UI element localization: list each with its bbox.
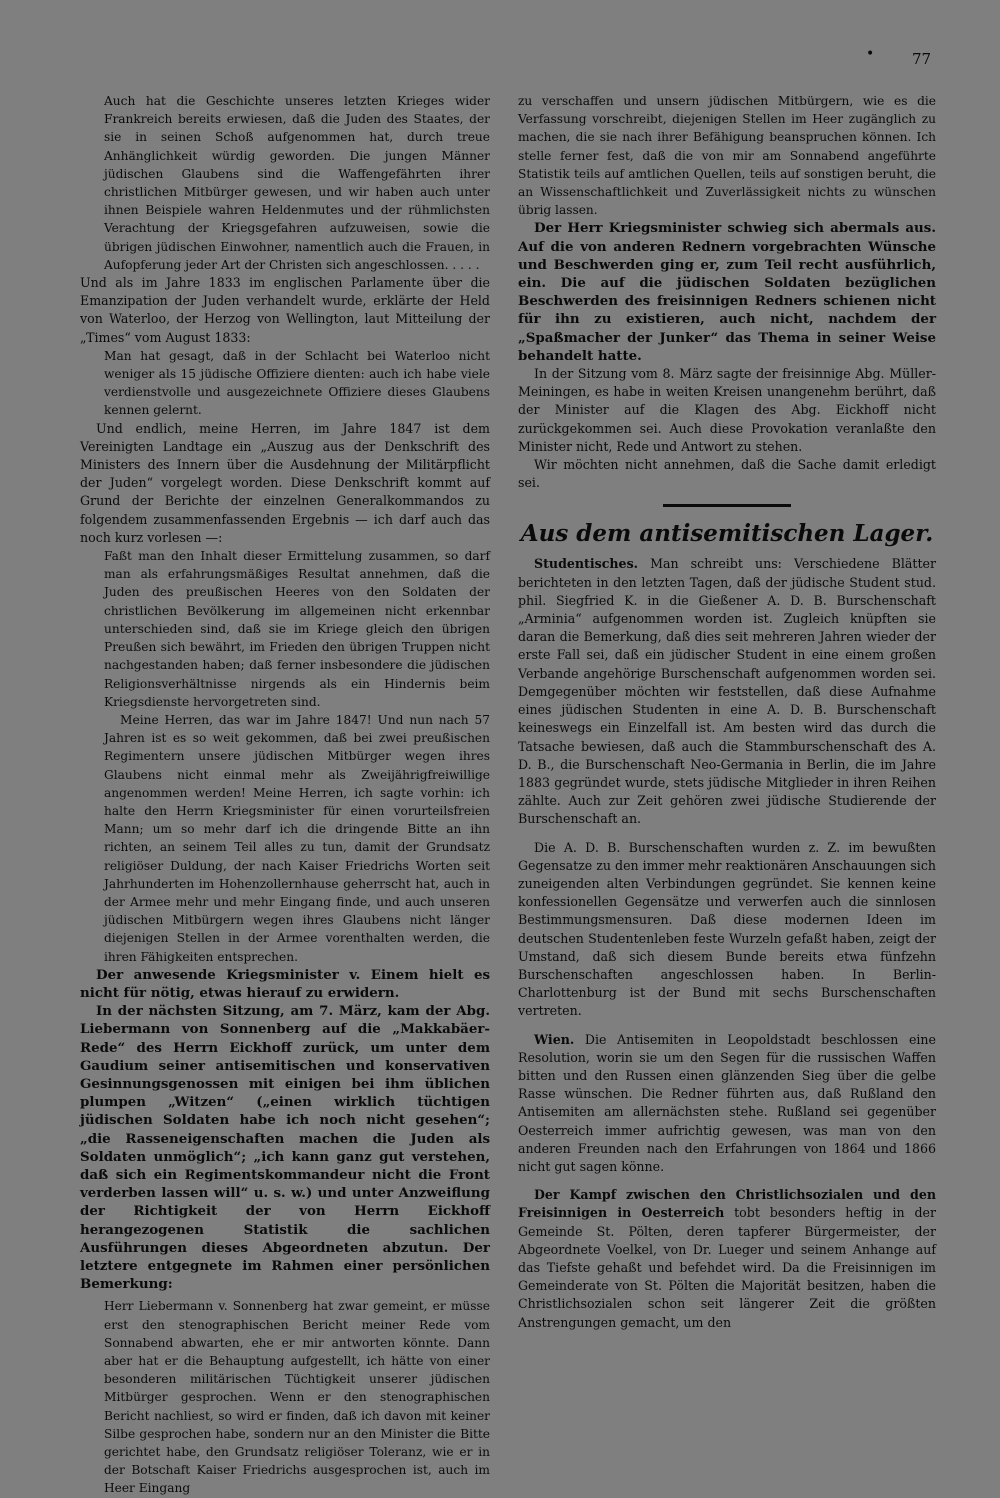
left-quote-denkschrift: Faßt man den Inhalt dieser Ermittelung zusammen, so darf man als erfahrungsmäßiges Resultat annehmen, daß die Juden des preußischen Heeres von den Soldaten der christlichen Bevölkerung im allgemeinen nicht erkennbar unterschieden sind, daß sie im Kriege gleich den übrigen Preußen sich bewährt, im Frieden den übrigen Truppen nicht nachgestanden haben; daß ferner insbesondere die jüdischen Religionsverhältnisse nirgends als ein Hindernis beim Kriegsdienste hervorgetreten sind.	[104, 549, 490, 709]
left-paragraph-meine-herren: Meine Herren, das war im Jahre 1847! Und nun nach 57 Jahren ist es so weit gekommen, daß bei zwei preußischen Regimentern unsere jüdischen Mitbürger wegen ihres Glaubens nicht einmal mehr als Zweijährigfreiwillige angenommen werden! Meine Herren, ich sagte vorhin: ich halte den Herrn Kriegsminister für einen vorurteilsfreien Mann; um so mehr darf ich die dringende Bitte an ihn richten, an seinem Teil alles zu tun, damit der Grundsatz religiöser Duldung, der nach Kaiser Friedrichs Worten seit Jahrhunderten im Hohenzollernhause geherrscht hat, auch in der Armee mehr und mehr Eingang finde, und auch unseren jüdischen Mitbürgern wegen ihres Glaubens nicht länger diejenigen Stellen in der Armee vorenthalten werden, die ihren Fähigkeiten entsprechen.	[104, 712, 490, 964]
text-kampf: tobt besonders heftig in der Gemeinde St. Pölten, deren tapferer Bürgermeister, der Abgeordnete Voelkel, von Dr. Lueger und seinem Anhange auf das Tiefste gehaßt und befehdet wird. Da die Freisinnigen im Gemeinderate von St. Pölten die Majorität besitzen, haben die Christlichsozialen schon seit längerer Zeit die größten Anstrengungen gemacht, um den	[518, 1205, 936, 1330]
left-paragraph-1847: Und endlich, meine Herren, im Jahre 1847 ist dem Vereinigten Landtage ein „Auszug aus der Denkschrift des Ministers des Innern über die Ausdehnung der Militärpflicht der Juden“ vorgelegt worden. Diese Denkschrift kommt auf Grund der Berichte der einzelnen Generalkommandos zu folgendem zusammenfassenden Ergebnis — ich darf auch das noch kurz vorlesen —:	[80, 420, 490, 545]
section-title: Aus dem antisemitischen Lager.	[520, 520, 934, 548]
paragraph-burschenschaften: Die A. D. B. Burschenschaften wurden z. Z. im bewußten Gegensatze zu den immer mehr reaktionären Anschauungen sich zuneigenden alten Verbindungen gegründet. Sie kennen keine konfessionellen Gegensätze und verwerfen auch die sinnlosen Bestimmungsmensuren. Daß diese modernen Ideen im deutschen Studentenleben feste Wurzeln gefaßt haben, zeigt der Umstand, daß sich diesem Bunde bereits etwa fünfzehn Burschenschaften angeschlossen haben. In Berlin-Charlottenburg ist der Bund mit sechs Burschenschaften vertreten.	[518, 839, 937, 1019]
heading-studentisches: Studentisches.	[534, 556, 639, 572]
paragraph-wien	[518, 1031, 936, 1177]
text-studentisches: Man schreibt uns: Verschiedene Blätter berichteten in den letzten Tagen, daß der jüdische Student stud. phil. Siegfried K. in die Gießener A. D. B. Burschenschaft „Arminia“ aufgenommen worden ist. Zugleich knüpften sie daran die Bemerkung, daß dies seit mehreren Jahren wieder der erste Fall sei, daß ein jüdischer Student in eine einem großen Verbande angehörige Burschenschaft aufgenommen worden sei. Demgegenüber möchten wir feststellen, daß diese Aufnahme eines jüdischen Studenten in eine A. D. B. Burschenschaft keineswegs ein Einzelfall ist. Am besten wird das durch die Tatsache bewiesen, daß auch die Stammburschenschaft des A. D. B., die Burschenschaft Neo-Germania in Berlin, die im Jahre 1883 gegründet wurde, stets jüdische Mitglieder in ihren Reihen zählte. Auch zur Zeit gehören zwei jüdische Studierende der Burschenschaft an.	[518, 556, 936, 827]
right-paragraph-schwieg: Der Herr Kriegsminister schwieg sich abermals aus. Auf die von anderen Rednern vorgebrachten Wünsche und Beschwerden ging er, zum Teil recht ausführlich, ein. Die auf die jüdischen Soldaten bezüglichen Beschwerden des freisinnigen Redners schienen nicht für ihn zu existieren, auch nicht, nachdem der „Spaßmacher der Junker“ das Thema in seiner Weise behandelt hatte.	[518, 220, 936, 364]
header-dot: •	[866, 46, 875, 62]
right-paragraph-erledigt: Wir möchten nicht annehmen, daß die Sache damit erledigt sei.	[518, 457, 936, 491]
right-column	[518, 92, 936, 1332]
heading-kampf: Der Kampf zwischen den Christlichsozialen und den Freisinnigen in Oesterreich	[518, 1187, 936, 1221]
left-paragraph-wellington: Und als im Jahre 1833 im englischen Parlamente über die Emanzipation der Juden verhandelt wurde, erklärte der Held von Waterloo, der Herzog von Wellington, laut Mitteilung der „Times“ vom August 1833:	[80, 275, 490, 345]
right-quote-continued: zu verschaffen und unsern jüdischen Mitbürgern, wie es die Verfassung vorschreibt, diejenigen Stellen im Heer zugänglich zu machen, die sie nach ihrer Befähigung beanspruchen können. Ich stelle ferner fest, daß die von mir am Sonnabend angeführte Statistik teils auf amtlichen Quellen, teils auf sonstigen beruht, die an Wissenschaftlichkeit und Zuverlässigkeit nichts zu wünschen übrig lassen.	[518, 94, 936, 218]
left-quote-wellington: Man hat gesagt, daß in der Schlacht bei Waterloo nicht weniger als 15 jüdische Offiziere dienten: auch ich habe viele verdienstvolle und ausgezeichnete Offiziere dieses Glaubens kennen gelernt.	[104, 348, 490, 418]
left-paragraph-liebermann: In der nächsten Sitzung, am 7. März, kam der Abg. Liebermann von Sonnenberg auf die „Makkabäer-Rede“ des Herrn Eickhoff zurück, um unter dem Gaudium seiner antisemitischen und konservativen Gesinnungsgenossen mit einigen bei ihm üblichen plumpen „Witzen“ („einen wirklich tüchtigen jüdischen Soldaten habe ich noch nicht gesehen“; „die Rasseneigenschaften machen die Juden als Soldaten unmöglich“; „ich kann ganz gut verstehen, daß sich ein Regimentskommandeur nicht die Front verderben lassen will“ u. s. w.) und unter Anzweiflung der Richtigkeit der von Herrn Eickhoff herangezogenen Statistik die sachlichen Ausführungen dieses Abgeordneten abzutun. Der letztere entgegnete im Rahmen einer persönlichen Bemerkung:	[80, 1003, 490, 1293]
page-number: 77	[912, 50, 932, 68]
left-quote-eickhoff: Herr Liebermann v. Sonnenberg hat zwar gemeint, er müsse erst den stenographischen Bericht meiner Rede vom Sonnabend abwarten, ehe er mir antworten könnte. Dann aber hat er die Behauptung aufgestellt, ich hätte von einer besonderen militärischen Tüchtigkeit unserer jüdischen Mitbürger gesprochen. Wenn er den stenographischen Bericht nachliest, so wird er finden, daß ich davon mit keiner Silbe gesprochen habe, sondern nur an den Minister die Bitte gerichtet habe, den Grundsatz religiöser Toleranz, wie er in der Botschaft Kaiser Friedrichs ausgesprochen ist, auch im Heer Eingang	[104, 1299, 490, 1496]
paragraph-studentisches	[518, 555, 936, 828]
left-quote-continued: Auch hat die Geschichte unseres letzten Krieges wider Frankreich bereits erwiesen, daß die Juden des Staates, der sie in seinen Schoß aufgenommen hat, durch treue Anhänglichkeit würdig geworden. Die jungen Männer jüdischen Glaubens sind die Waffengefährten ihrer christlichen Mitbürger gewesen, und wir haben auch unter ihnen Beispiele wahren Heldenmutes und der rühmlichsten Verachtung der Kriegsgefahren aufzuweisen, sowie die übrigen jüdischen Einwohner, namentlich auch die Frauen, in Aufopferung jeder Art der Christen sich angeschlossen. . . . .	[104, 94, 490, 272]
text-wien: Die Antisemiten in Leopoldstadt beschlossen eine Resolution, worin sie um den Segen für die russischen Waffen bitten und den Russen einen glänzenden Sieg über die gelbe Rasse wünschen. Die Redner führten aus, daß Rußland den Antisemiten am allernächsten stehe. Rußland sei gegenüber Oesterreich immer aufrichtig gewesen, was man von den anderen Freunden nach den Erfahrungen von 1864 und 1866 nicht gut sagen könne.	[518, 1031, 936, 1174]
heading-wien: Wien.	[534, 1031, 575, 1047]
section-divider	[663, 504, 791, 507]
left-column	[80, 92, 490, 1498]
paragraph-kampf	[518, 1186, 936, 1332]
right-paragraph-8-maerz: In der Sitzung vom 8. März sagte der freisinnige Abg. Müller-Meiningen, es habe in weiten Kreisen unangenehm berührt, daß der Minister auf die Klagen des Abg. Eickhoff nicht zurückgekommen sei. Auch diese Provokation veranlaßte den Minister nicht, Rede und Antwort zu stehen.	[518, 366, 936, 454]
left-paragraph-kriegsminister: Der anwesende Kriegsminister v. Einem hielt es nicht für nötig, etwas hierauf zu erwidern.	[80, 966, 490, 1001]
